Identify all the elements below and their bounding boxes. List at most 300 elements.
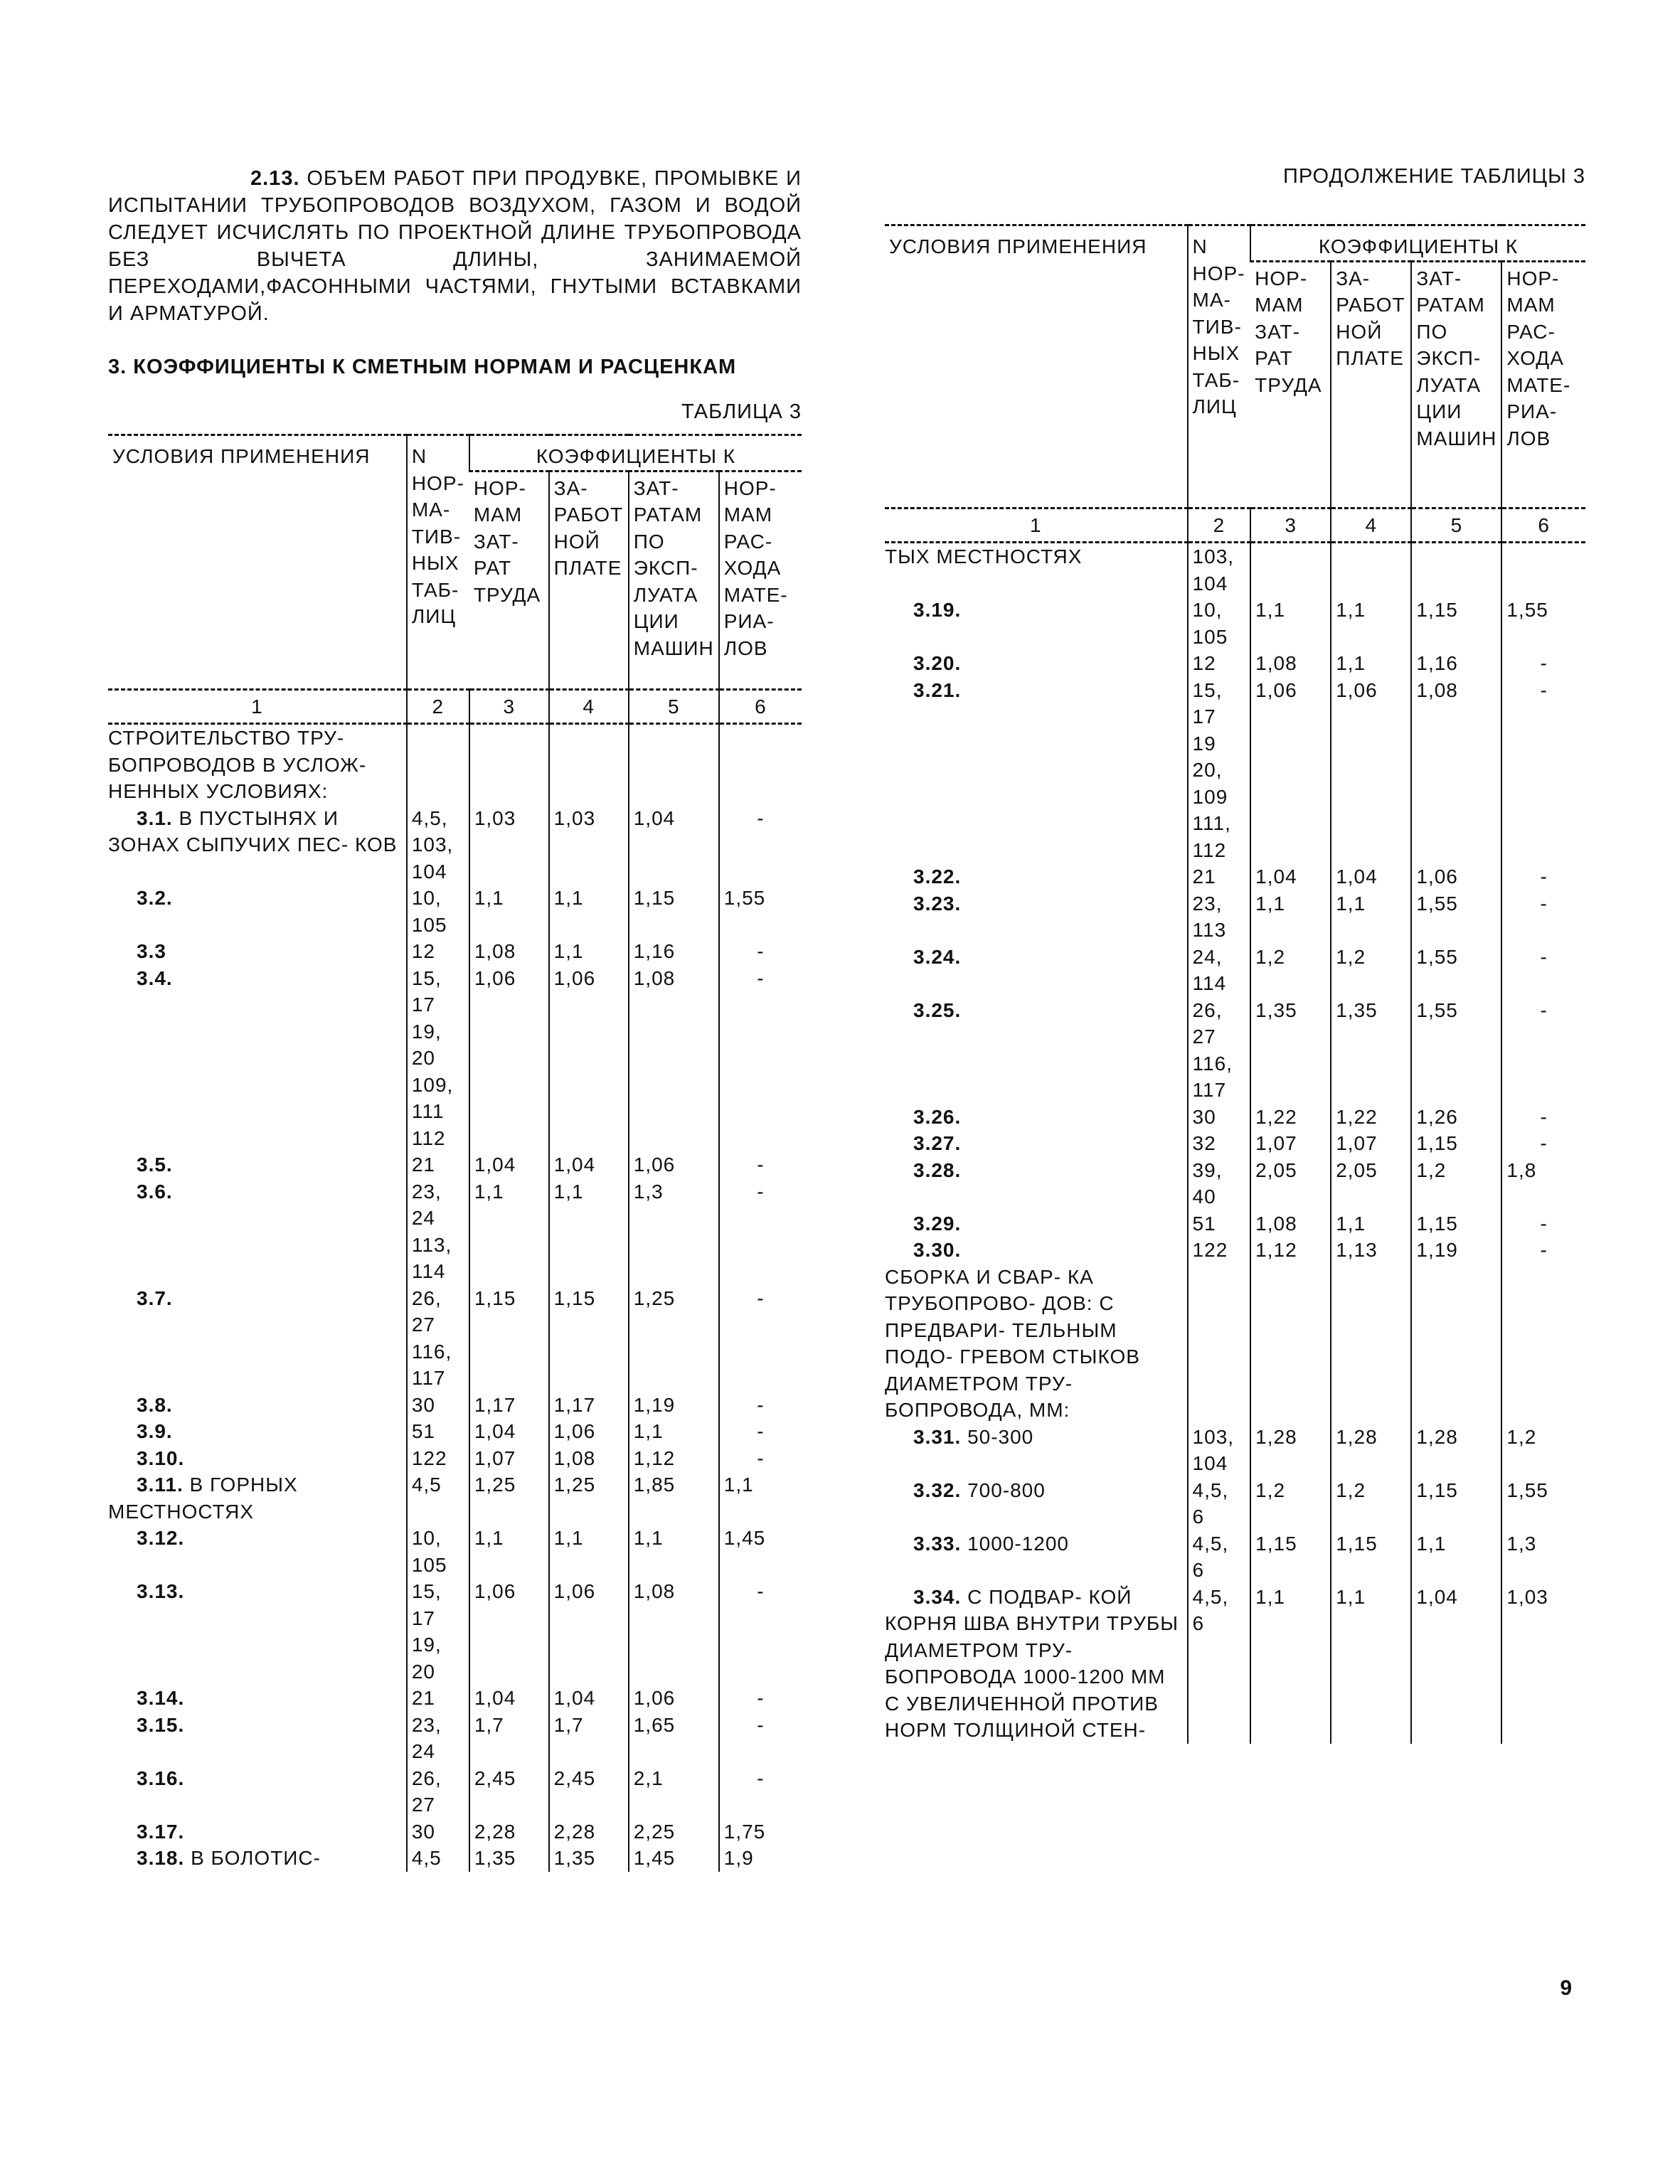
table-row [885, 543, 1585, 597]
coef-materials-cell: 1,3 [1501, 1530, 1585, 1584]
coef-materials-cell: - [1501, 944, 1585, 997]
item-number: 3.34. [913, 1585, 962, 1608]
coef-wage-cell: 1,1 [1331, 890, 1411, 944]
table-row [108, 1471, 802, 1525]
coef-labor-cell: 1,06 [469, 965, 549, 1152]
coef-materials-cell: 1,45 [719, 1525, 802, 1578]
coef-materials-cell: - [1501, 997, 1585, 1104]
coef-machines-cell: 1,26 [1411, 1104, 1501, 1131]
coef-materials-cell: - [719, 1578, 802, 1685]
coef-wage-cell: 1,7 [549, 1712, 629, 1765]
condition-text: С ПОДВАР- КОЙ КОРНЯ ШВА ВНУТРИ ТРУБЫ ДИАМЕТРОМ ТРУ- БОПРОВОДА 1000-1200 ММ [885, 1585, 1179, 1688]
table-row [108, 1392, 802, 1419]
item-number: 3.20. [913, 652, 962, 674]
coef-wage-cell: 1,04 [549, 1685, 629, 1712]
header-col3: НОР- МАМ ЗАТ- РАТ ТРУДА [1255, 267, 1322, 396]
coef-wage-cell [1331, 1264, 1411, 1424]
coef-materials-cell: 1,55 [719, 885, 802, 938]
coef-materials-cell: - [719, 1151, 802, 1178]
condition-cell [108, 938, 407, 965]
coef-machines-cell: 1,85 [629, 1471, 719, 1525]
coef-materials-cell [1501, 543, 1585, 597]
coef-machines-cell: 1,15 [629, 885, 719, 938]
coef-materials-cell: 1,2 [1501, 1424, 1585, 1477]
coefficients-table-left [108, 434, 802, 1872]
section-title: 3. КОЭФФИЦИЕНТЫ К СМЕТНЫМ НОРМАМ И РАСЦЕНКАМ [108, 356, 737, 378]
coef-wage-cell: 1,03 [549, 805, 629, 885]
coef-machines-cell [1411, 543, 1501, 597]
coef-wage-cell: 1,04 [549, 1151, 629, 1178]
norm-tables-cell: 15, 17 19 20, 109 111, 112 [1188, 677, 1251, 864]
condition-text: 50-300 [967, 1425, 1034, 1448]
norm-tables-cell: 12 [1188, 650, 1251, 677]
coef-machines-cell: 1,25 [629, 1285, 719, 1392]
condition-cell [108, 1712, 407, 1765]
header-coefficients: КОЭФФИЦИЕНТЫ К [1250, 225, 1585, 262]
coef-materials-cell: - [719, 1178, 802, 1285]
coef-machines-cell: 1,06 [629, 1151, 719, 1178]
item-number: 3.8. [137, 1393, 173, 1416]
coef-labor-cell: 2,05 [1250, 1157, 1331, 1210]
coef-labor-cell: 1,15 [1250, 1530, 1331, 1584]
col-number: 2 [1188, 508, 1251, 543]
coef-machines-cell: 1,16 [629, 938, 719, 965]
item-number: 3.22. [913, 865, 962, 888]
condition-cell [108, 1845, 407, 1872]
norm-tables-cell: 4,5 [407, 1845, 469, 1872]
coef-machines-cell: 1,28 [1411, 1424, 1501, 1477]
norm-tables-cell: 103, 104 [1188, 1424, 1251, 1477]
coef-labor-cell: 1,2 [1250, 1477, 1331, 1530]
item-number: 3.23. [913, 892, 962, 915]
coef-machines-cell [1411, 1690, 1501, 1744]
coef-machines-cell: 1,04 [1411, 1584, 1501, 1690]
table-row [108, 1445, 802, 1472]
norm-tables-cell: 26, 27 [407, 1765, 469, 1818]
coef-wage-cell: 2,28 [549, 1818, 629, 1845]
coefficients-table-right [885, 224, 1585, 1744]
coef-wage-cell [1331, 1690, 1411, 1744]
item-number: 3.17. [137, 1820, 185, 1843]
coef-materials-cell: - [719, 965, 802, 1152]
coef-machines-cell: 1,06 [1411, 863, 1501, 890]
table-row [108, 1525, 802, 1578]
coef-labor-cell [469, 724, 549, 805]
table-row [885, 1264, 1585, 1424]
table-row [108, 938, 802, 965]
coef-materials-cell: - [719, 1418, 802, 1445]
coef-labor-cell: 1,08 [1250, 1210, 1331, 1237]
condition-cell [108, 1178, 407, 1285]
coef-labor-cell: 1,1 [1250, 597, 1331, 650]
header-conditions: УСЛОВИЯ ПРИМЕНЕНИЯ [108, 435, 407, 690]
item-number: 3.29. [913, 1212, 962, 1235]
condition-cell [885, 997, 1188, 1104]
condition-cell [885, 1157, 1188, 1210]
coef-machines-cell: 1,19 [1411, 1237, 1501, 1264]
coef-wage-cell: 1,1 [549, 1525, 629, 1578]
coef-wage-cell: 1,35 [1331, 997, 1411, 1104]
condition-cell [885, 650, 1188, 677]
condition-cell [108, 1578, 407, 1685]
item-number: 3.10. [137, 1447, 185, 1469]
item-number: 3.27. [913, 1132, 962, 1154]
norm-tables-cell [1188, 1690, 1251, 1744]
coef-machines-cell: 1,04 [629, 805, 719, 885]
condition-cell [885, 1210, 1188, 1237]
coef-machines-cell: 1,15 [1411, 1130, 1501, 1157]
coef-wage-cell: 1,25 [549, 1471, 629, 1525]
condition-cell [885, 1477, 1188, 1530]
condition-cell [885, 1584, 1188, 1690]
coef-machines-cell: 1,3 [629, 1178, 719, 1285]
item-number: 3.32. [913, 1479, 962, 1501]
coef-machines-cell: 2,1 [629, 1765, 719, 1818]
condition-cell [885, 1237, 1188, 1264]
coef-labor-cell: 1,1 [1250, 890, 1331, 944]
coef-labor-cell: 1,04 [469, 1685, 549, 1712]
coef-wage-cell: 1,28 [1331, 1424, 1411, 1477]
coef-wage-cell: 2,45 [549, 1765, 629, 1818]
item-number: 3.25. [913, 998, 962, 1021]
table-row [885, 944, 1585, 997]
coef-labor-cell: 1,04 [469, 1418, 549, 1445]
paragraph-2-13 [108, 165, 802, 327]
coef-wage-cell: 1,06 [549, 965, 629, 1152]
coef-materials-cell [1501, 1264, 1585, 1424]
coef-wage-cell: 1,2 [1331, 944, 1411, 997]
coef-materials-cell: 1,9 [719, 1845, 802, 1872]
coef-labor-cell: 1,06 [469, 1578, 549, 1685]
coef-wage-cell: 1,08 [549, 1445, 629, 1472]
table-row [108, 885, 802, 938]
coef-wage-cell: 2,05 [1331, 1157, 1411, 1210]
condition-cell [108, 885, 407, 938]
condition-cell [885, 677, 1188, 864]
item-number: 3.13. [137, 1580, 185, 1602]
item-number: 3.6. [137, 1180, 173, 1203]
table-row [885, 1157, 1585, 1210]
coef-materials-cell: - [719, 1765, 802, 1818]
coef-machines-cell: 1,08 [629, 1578, 719, 1685]
col-number: 6 [719, 689, 802, 724]
coef-labor-cell: 1,06 [1250, 677, 1331, 864]
coef-materials-cell [1501, 1690, 1585, 1744]
table-row [885, 1237, 1585, 1264]
condition-cell [108, 1151, 407, 1178]
condition-cell [885, 1530, 1188, 1584]
norm-tables-cell: 10, 105 [407, 885, 469, 938]
coef-materials-cell: - [1501, 1104, 1585, 1131]
coef-machines-cell: 1,1 [629, 1418, 719, 1445]
coef-wage-cell: 1,04 [1331, 863, 1411, 890]
norm-tables-cell: 23, 24 [407, 1712, 469, 1765]
coef-machines-cell: 1,2 [1411, 1157, 1501, 1210]
coef-materials-cell: - [1501, 1237, 1585, 1264]
coef-materials-cell: - [719, 1685, 802, 1712]
condition-cell [108, 1471, 407, 1525]
table-row [885, 1690, 1585, 1744]
condition-cell [108, 1765, 407, 1818]
table-body-left [108, 724, 802, 1872]
coef-labor-cell: 1,04 [1250, 863, 1331, 890]
norm-tables-cell: 39, 40 [1188, 1157, 1251, 1210]
condition-cell [108, 1685, 407, 1712]
norm-tables-cell: 122 [407, 1445, 469, 1472]
coef-machines-cell: 1,16 [1411, 650, 1501, 677]
table-row [885, 1130, 1585, 1157]
table-row [885, 1104, 1585, 1131]
coef-labor-cell: 1,08 [1250, 650, 1331, 677]
col-number: 5 [1411, 508, 1501, 543]
coef-materials-cell: - [1501, 677, 1585, 864]
table-row [885, 1477, 1585, 1530]
table-row [108, 724, 802, 805]
coef-labor-cell: 1,15 [469, 1285, 549, 1392]
coef-machines-cell: 1,1 [629, 1525, 719, 1578]
item-number: 3.4. [137, 966, 173, 989]
left-column [108, 165, 802, 1872]
header-coefficients: КОЭФФИЦИЕНТЫ К [469, 435, 802, 472]
table-row [885, 997, 1585, 1104]
coef-machines-cell: 1,08 [629, 965, 719, 1152]
coef-labor-cell [1250, 543, 1331, 597]
norm-tables-cell: 30 [407, 1392, 469, 1419]
condition-cell [885, 1130, 1188, 1157]
table-row [885, 677, 1585, 864]
condition-cell [885, 543, 1188, 597]
condition-cell [885, 863, 1188, 890]
coef-machines-cell: 1,1 [1411, 1530, 1501, 1584]
right-column [885, 165, 1585, 1744]
continuation-label: ПРОДОЛЖЕНИЕ ТАБЛИЦЫ 3 [1283, 165, 1585, 188]
coef-materials-cell: 1,1 [719, 1471, 802, 1525]
coef-machines-cell: 1,15 [1411, 1477, 1501, 1530]
table-row [885, 890, 1585, 944]
coef-machines-cell: 1,45 [629, 1845, 719, 1872]
condition-cell [108, 1392, 407, 1419]
coef-materials-cell: 1,03 [1501, 1584, 1585, 1690]
table-row [108, 1818, 802, 1845]
header-col4: ЗА- РАБОТ НОЙ ПЛАТЕ [1331, 261, 1411, 508]
condition-text: СТРОИТЕЛЬСТВО ТРУ- БОПРОВОДОВ В УСЛОЖ- НЕННЫХ УСЛОВИЯХ: [108, 727, 367, 802]
coef-machines-cell: 2,25 [629, 1818, 719, 1845]
table-row [108, 1578, 802, 1685]
condition-cell [108, 805, 407, 885]
item-number: 3.3 [137, 940, 166, 962]
coef-labor-cell: 1,17 [469, 1392, 549, 1419]
coef-labor-cell: 2,28 [469, 1818, 549, 1845]
coef-wage-cell: 1,06 [1331, 677, 1411, 864]
coef-materials-cell: 1,55 [1501, 1477, 1585, 1530]
coef-labor-cell: 1,22 [1250, 1104, 1331, 1131]
table-row [108, 1685, 802, 1712]
coef-machines-cell: 1,55 [1411, 944, 1501, 997]
norm-tables-cell: 4,5, 6 [1188, 1530, 1251, 1584]
coef-wage-cell: 1,1 [1331, 650, 1411, 677]
col-number: 3 [1250, 508, 1331, 543]
item-number: 3.1. [137, 806, 173, 829]
coef-wage-cell [1331, 543, 1411, 597]
table-row [108, 1765, 802, 1818]
item-number: 3.16. [137, 1767, 185, 1789]
norm-tables-cell: 51 [1188, 1210, 1251, 1237]
coef-wage-cell: 1,1 [1331, 597, 1411, 650]
paragraph-text: ОБЪЕМ РАБОТ ПРИ ПРОДУВКЕ, ПРОМЫВКЕ И ИСПЫТАНИИ ТРУБОПРОВОДОВ ВОЗДУХОМ, ГАЗОМ И ВОДОЙ СЛЕДУЕТ ИСЧИСЛЯТЬ ПО ПРОЕКТНОЙ ДЛИНЕ ТРУБОПРОВОДА БЕЗ ВЫЧЕТА ДЛИНЫ, ЗАНИМАЕМОЙ ПЕРЕХОДАМИ,ФАСОННЫМИ ЧАСТЯМИ, ГНУТЫМИ ВСТАВКАМИ И АРМАТУРОЙ. [108, 167, 802, 325]
norm-tables-cell: 4,5, 6 [1188, 1477, 1251, 1530]
coef-materials-cell [719, 724, 802, 805]
coef-materials-cell: - [719, 1392, 802, 1419]
coef-wage-cell: 1,06 [549, 1578, 629, 1685]
norm-tables-cell: 21 [407, 1151, 469, 1178]
item-number: 3.14. [137, 1687, 185, 1709]
table-body-right [885, 543, 1585, 1744]
header-col5: ЗАТ- РАТАМ ПО ЭКСП- ЛУАТА ЦИИ МАШИН [1411, 261, 1501, 508]
norm-tables-cell: 10, 105 [1188, 597, 1251, 650]
item-number: 3.9. [137, 1420, 173, 1442]
condition-text: ТЫХ МЕСТНОСТЯХ [885, 545, 1083, 568]
coef-labor-cell: 1,35 [469, 1845, 549, 1872]
item-number: 3.11. [137, 1474, 184, 1496]
coef-materials-cell: - [719, 1285, 802, 1392]
coef-machines-cell: 1,19 [629, 1392, 719, 1419]
header-col6: НОР- МАМ РАС- ХОДА МАТЕ- РИА- ЛОВ [1501, 261, 1585, 508]
table-row [885, 597, 1585, 650]
header-col4: ЗА- РАБОТ НОЙ ПЛАТЕ [549, 471, 629, 689]
norm-tables-cell: 24, 114 [1188, 944, 1251, 997]
item-number: 3.15. [137, 1713, 185, 1736]
header-col3: НОР- МАМ ЗАТ- РАТ ТРУДА [473, 476, 541, 606]
coef-labor-cell: 1,07 [1250, 1130, 1331, 1157]
condition-cell [885, 1264, 1188, 1424]
condition-text: СБОРКА И СВАР- КА ТРУБОПРОВО- ДОВ: С ПРЕДВАРИ- ТЕЛЬНЫМ ПОДО- ГРЕВОМ СТЫКОВ ДИАМЕТРОМ ТРУ- БОПРОВОДА, ММ: [885, 1265, 1140, 1421]
condition-cell [108, 1445, 407, 1472]
col-number: 1 [108, 689, 407, 724]
coef-wage-cell: 1,17 [549, 1392, 629, 1419]
condition-text: 700-800 [967, 1479, 1046, 1501]
coef-wage-cell: 1,06 [549, 1418, 629, 1445]
col-number: 1 [885, 508, 1188, 543]
condition-cell [108, 965, 407, 1152]
coef-labor-cell [1250, 1690, 1331, 1744]
coef-labor-cell: 1,1 [1250, 1584, 1331, 1690]
paragraph-number: 2.13. [250, 167, 300, 190]
condition-cell [885, 1690, 1188, 1744]
condition-text: В БОЛОТИС- [191, 1847, 321, 1869]
coef-materials-cell: - [719, 1445, 802, 1472]
coef-labor-cell: 1,1 [469, 1178, 549, 1285]
coef-machines-cell: 1,55 [1411, 997, 1501, 1104]
table-row [108, 1285, 802, 1392]
norm-tables-cell: 122 [1188, 1237, 1251, 1264]
norm-tables-cell: 23, 24 113, 114 [407, 1178, 469, 1285]
coef-machines-cell: 1,08 [1411, 677, 1501, 864]
coef-materials-cell: - [1501, 890, 1585, 944]
table-row [885, 1584, 1585, 1690]
condition-cell [885, 890, 1188, 944]
coef-labor-cell: 1,04 [469, 1151, 549, 1178]
coef-wage-cell: 1,07 [1331, 1130, 1411, 1157]
norm-tables-cell: 12 [407, 938, 469, 965]
col-number: 3 [469, 689, 549, 724]
coef-labor-cell: 1,1 [469, 885, 549, 938]
coef-wage-cell [549, 724, 629, 805]
col-number: 5 [629, 689, 719, 724]
coef-machines-cell: 1,12 [629, 1445, 719, 1472]
table-row [885, 650, 1585, 677]
item-number: 3.28. [913, 1158, 962, 1181]
item-number: 3.7. [137, 1287, 173, 1309]
condition-cell [108, 724, 407, 805]
table-row [108, 805, 802, 885]
item-number: 3.19. [913, 599, 962, 621]
coef-materials-cell: - [1501, 1210, 1585, 1237]
coef-materials-cell: 1,75 [719, 1818, 802, 1845]
norm-tables-cell: 30 [407, 1818, 469, 1845]
norm-tables-cell: 15, 17 19, 20 109, 111 112 [407, 965, 469, 1152]
coef-materials-cell: - [719, 938, 802, 965]
condition-text: 1000-1200 [967, 1532, 1069, 1555]
table-row [108, 1418, 802, 1445]
coef-wage-cell: 1,15 [1331, 1530, 1411, 1584]
item-number: 3.2. [137, 887, 173, 909]
coef-labor-cell: 1,35 [1250, 997, 1331, 1104]
coef-labor-cell: 1,2 [1250, 944, 1331, 997]
coef-labor-cell: 1,12 [1250, 1237, 1331, 1264]
norm-tables-cell: 10, 105 [407, 1525, 469, 1578]
coef-materials-cell: - [1501, 863, 1585, 890]
col-number: 2 [407, 689, 469, 724]
coef-machines-cell [629, 724, 719, 805]
coef-materials-cell: 1,8 [1501, 1157, 1585, 1210]
table-row [885, 1530, 1585, 1584]
item-number: 3.18. [137, 1847, 185, 1869]
item-number: 3.26. [913, 1105, 962, 1128]
col-number: 6 [1501, 508, 1585, 543]
coef-wage-cell: 1,13 [1331, 1237, 1411, 1264]
norm-tables-cell: 15, 17 19, 20 [407, 1578, 469, 1685]
coef-wage-cell: 1,1 [549, 885, 629, 938]
condition-cell [108, 1285, 407, 1392]
coef-machines-cell: 1,15 [1411, 1210, 1501, 1237]
coef-materials-cell: - [719, 1712, 802, 1765]
coef-materials-cell: - [719, 805, 802, 885]
norm-tables-cell: 4,5, 6 [1188, 1584, 1251, 1690]
norm-tables-cell: 4,5 [407, 1471, 469, 1525]
coef-wage-cell: 1,15 [549, 1285, 629, 1392]
table-row [108, 1712, 802, 1765]
table-row [885, 1210, 1585, 1237]
coef-labor-cell: 1,07 [469, 1445, 549, 1472]
condition-cell [885, 1424, 1188, 1477]
header-conditions: УСЛОВИЯ ПРИМЕНЕНИЯ [885, 225, 1188, 508]
condition-cell [885, 944, 1188, 997]
coef-machines-cell: 1,06 [629, 1685, 719, 1712]
norm-tables-cell: 4,5, 103, 104 [407, 805, 469, 885]
coef-labor-cell [1250, 1264, 1331, 1424]
coef-materials-cell: 1,55 [1501, 597, 1585, 650]
coef-machines-cell: 1,65 [629, 1712, 719, 1765]
condition-cell [108, 1525, 407, 1578]
header-n-norm: N НОР- МА- ТИВ- НЫХ ТАБ- ЛИЦ [407, 435, 469, 690]
coef-wage-cell: 1,1 [1331, 1584, 1411, 1690]
coef-wage-cell: 1,1 [549, 938, 629, 965]
norm-tables-cell: 32 [1188, 1130, 1251, 1157]
item-number: 3.24. [913, 945, 962, 968]
table-row [108, 1845, 802, 1872]
coef-wage-cell: 1,1 [549, 1178, 629, 1285]
table-row [108, 1151, 802, 1178]
